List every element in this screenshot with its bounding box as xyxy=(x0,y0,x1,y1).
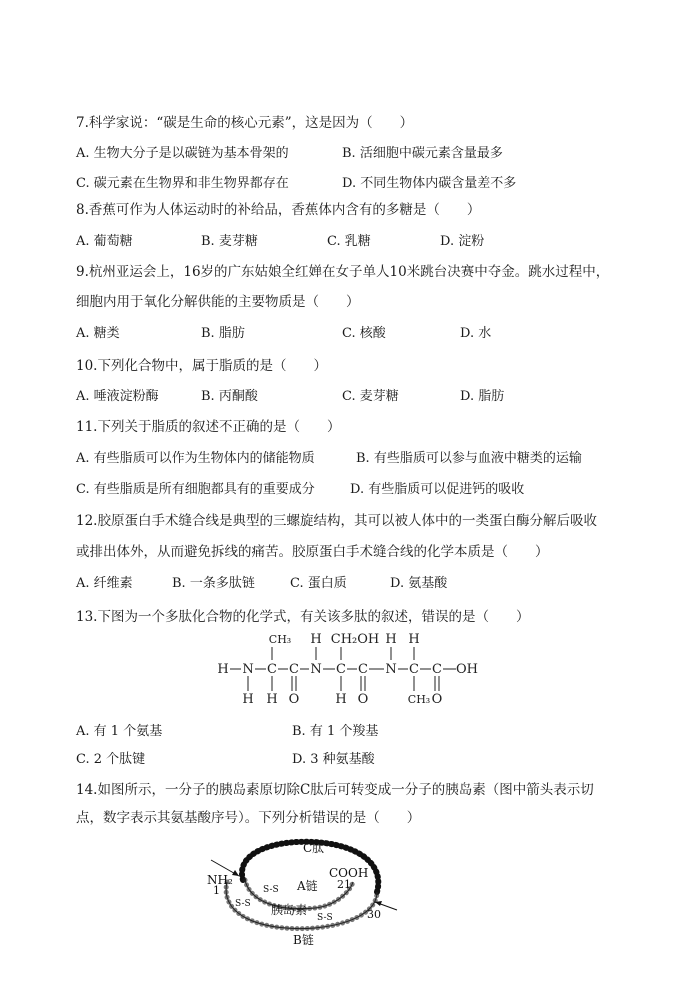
tripeptide-formula-diagram xyxy=(205,630,505,708)
formula-o1: O xyxy=(288,692,300,707)
formula-ch3-bottom: CH₃ xyxy=(407,693,431,706)
formula-h-top-n3: H xyxy=(385,632,397,647)
c-peptide-label: C肽 xyxy=(303,841,325,855)
proinsulin-diagram xyxy=(205,832,405,952)
q12-option-d: D. 氨基酸 xyxy=(390,576,448,591)
q7-option-d: D. 不同生物体内碳含量差不多 xyxy=(342,176,517,191)
q13-option-d: D. 3 种氨基酸 xyxy=(292,752,375,767)
q8-option-c: C. 乳糖 xyxy=(327,234,371,249)
formula-o3: O xyxy=(431,692,443,707)
q7-option-b: B. 活细胞中碳元素含量最多 xyxy=(342,146,503,161)
q10-option-a: A. 唾液淀粉酶 xyxy=(76,389,159,404)
formula-c2: C xyxy=(289,662,299,677)
formula-n1: N xyxy=(242,662,254,677)
formula-n2: N xyxy=(310,662,322,677)
q7-option-a: A. 生物大分子是以碳链为基本骨架的 xyxy=(76,146,289,161)
formula-h-bottom-n1: H xyxy=(242,692,254,707)
q11-stem: 11.下列关于脂质的叙述不正确的是（ ） xyxy=(76,419,341,435)
disulfide-bond-1: S-S xyxy=(263,885,279,895)
q12-stem-line1: 12.胶原蛋白手术缝合线是典型的三螺旋结构，其可以被人体中的一类蛋白酶分解后吸收 xyxy=(76,513,597,529)
disulfide-bond-3: S-S xyxy=(317,913,333,923)
q7-option-c: C. 碳元素在生物界和非生物界都存在 xyxy=(76,176,289,191)
q10-option-b: B. 丙酮酸 xyxy=(201,389,258,404)
formula-c5: C xyxy=(409,662,419,677)
formula-h-bottom-c3: H xyxy=(335,692,347,707)
q9-stem-line2: 细胞内用于氧化分解供能的主要物质是（ ） xyxy=(76,294,360,310)
q11-option-d: D. 有些脂质可以促进钙的吸收 xyxy=(350,482,525,497)
formula-c6: C xyxy=(432,662,442,677)
q8-option-d: D. 淀粉 xyxy=(440,234,485,249)
b-chain-end-number: 30 xyxy=(367,908,381,921)
formula-oh: OH xyxy=(456,662,478,677)
q9-option-c: C. 核酸 xyxy=(342,326,386,341)
nh2-label: NH₂ xyxy=(207,873,233,887)
disulfide-bond-2: S-S xyxy=(235,899,251,909)
formula-c3: C xyxy=(336,662,346,677)
cooh-label: COOH xyxy=(329,866,369,880)
q9-option-d: D. 水 xyxy=(460,326,492,341)
q13-stem: 13.下图为一个多肽化合物的化学式，有关该多肽的叙述，错误的是（ ） xyxy=(76,609,530,625)
formula-h-bottom-c1: H xyxy=(266,692,278,707)
q7-stem: 7.科学家说：“碳是生命的核心元素”，这是因为（ ） xyxy=(76,115,414,131)
q13-option-a: A. 有 1 个氨基 xyxy=(76,724,163,739)
formula-c1: C xyxy=(267,662,277,677)
formula-c4: C xyxy=(358,662,368,677)
q10-option-c: C. 麦芽糖 xyxy=(342,389,399,404)
formula-h: H xyxy=(217,662,229,677)
formula-o2: O xyxy=(357,692,369,707)
b-chain-start-number: 1 xyxy=(213,884,220,897)
insulin-label: 胰岛素 xyxy=(271,903,308,917)
q11-option-a: A. 有些脂质可以作为生物体内的储能物质 xyxy=(76,451,315,466)
formula-h-top-n2: H xyxy=(310,632,322,647)
q12-option-a: A. 纤维素 xyxy=(76,576,133,591)
q10-stem: 10.下列化合物中，属于脂质的是（ ） xyxy=(76,358,327,374)
q12-stem-line2: 或排出体外，从而避免拆线的痛苦。胶原蛋白手术缝合线的化学本质是（ ） xyxy=(76,544,549,560)
q9-option-a: A. 糖类 xyxy=(76,326,120,341)
q14-stem-line2: 点，数字表示其氨基酸序号）。下列分析错误的是（ ） xyxy=(76,810,421,826)
q8-stem: 8.香蕉可作为人体运动时的补给品，香蕉体内含有的多糖是（ ） xyxy=(76,202,481,218)
a-chain-end-number: 21 xyxy=(337,878,351,891)
formula-ch2oh: CH₂OH xyxy=(330,632,380,647)
a-chain-start-number: 1 xyxy=(239,869,246,882)
q11-option-b: B. 有些脂质可以参与血液中糖类的运输 xyxy=(356,451,582,466)
q10-option-d: D. 脂肪 xyxy=(460,389,505,404)
formula-h-top-c5: H xyxy=(408,632,420,647)
q13-option-c: C. 2 个肽键 xyxy=(76,752,146,767)
a-chain-label: A链 xyxy=(297,879,318,893)
q11-option-c: C. 有些脂质是所有细胞都具有的重要成分 xyxy=(76,482,315,497)
q12-option-b: B. 一条多肽链 xyxy=(172,576,255,591)
q9-stem-line1: 9.杭州亚运会上，16岁的广东姑娘全红婵在女子单人10米跳台决赛中夺金。跳水过程中， xyxy=(76,264,610,280)
b-chain-label: B链 xyxy=(293,933,314,947)
q13-option-b: B. 有 1 个羧基 xyxy=(292,724,379,739)
formula-n3: N xyxy=(385,662,397,677)
q14-stem-line1: 14.如图所示，一分子的胰岛素原切除C肽后可转变成一分子的胰岛素（图中箭头表示切 xyxy=(76,782,594,798)
formula-ch3-top: CH₃ xyxy=(268,633,292,646)
q8-option-b: B. 麦芽糖 xyxy=(201,234,258,249)
q8-option-a: A. 葡萄糖 xyxy=(76,234,133,249)
q12-option-c: C. 蛋白质 xyxy=(290,576,347,591)
q9-option-b: B. 脂肪 xyxy=(201,326,245,341)
